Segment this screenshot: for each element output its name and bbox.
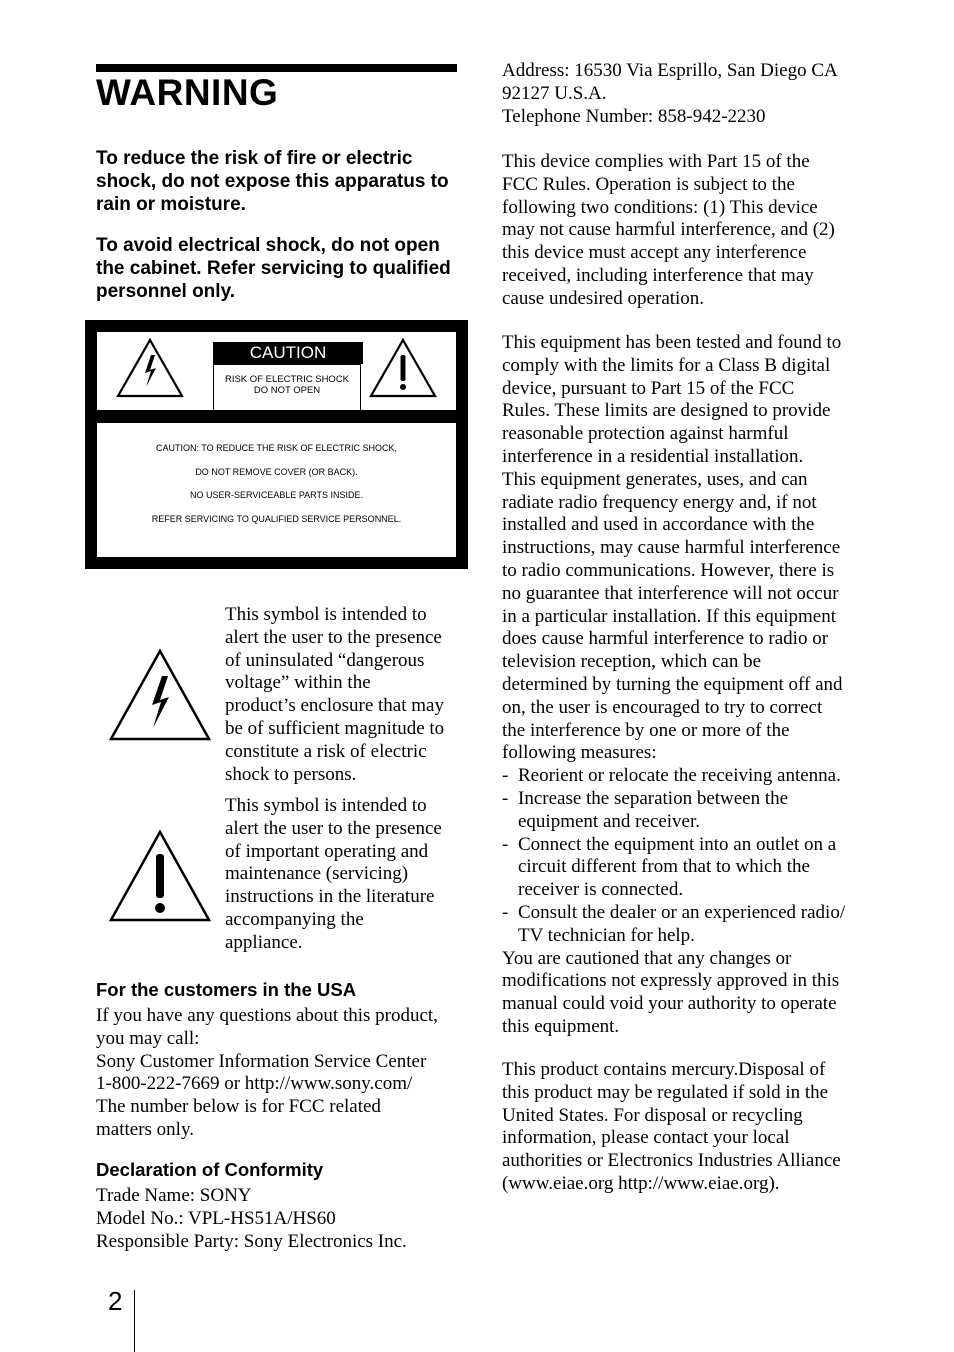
caution-heading: CAUTION [213,342,363,364]
warning-fire-moisture: To reduce the risk of fire or electric shock, do not expose this apparatus to rain or moisture. [96,148,449,215]
title-rule [96,64,457,72]
page-number: 2 [108,1286,123,1316]
caution-label-top [97,332,456,410]
caution-line: DO NOT REMOVE COVER (OR BACK). [195,466,358,477]
exclamation-warning-icon [368,337,438,404]
lightning-warning-icon [115,337,185,404]
caution-label-text [97,423,456,557]
caution-line: NO USER-SERVICEABLE PARTS INSIDE. [189,490,364,501]
exclamation-warning-icon [108,829,212,928]
fcc-compliance-paragraph: This device complies with Part 15 of the FCC Rules. Operation is subject to the following two conditions: (1) This device may not cause harmful interference, and (2) this device must accept any interference received, including interference that may cause undesired operation. [502,151,835,309]
mercury-paragraph: This product contains mercury.Disposal of this product may be regulated if sold in the United States. For disposal or recycling information, please contact your local authorities or Electronics Industries Alliance (www.eiae.org http://www.eiae.org). [502,1059,841,1194]
list-item: - Connect the equipment into an outlet on a circuit different from that to which the receiver is connected. [502,833,837,901]
lightning-symbol-description: This symbol is intended to alert the user to the presence of uninsulated “dangerous voltage” within the product’s enclosure that may be of sufficient magnitude to constitute a risk of electric shock to persons. [225,604,445,785]
usa-paragraph: If you have any questions about this product, you may call: Sony Customer Information Service Center 1-800-222-7669 or http://www.sony.com/ The number below is for FCC related matters only. [96,1005,438,1140]
list-item: - Increase the separation between the equipment and receiver. [502,787,789,832]
page-number-rule [134,1290,135,1352]
warning-electric-shock: To avoid electrical shock, do not open the cabinet. Refer servicing to qualified personnel only. [96,235,451,302]
declaration-paragraph: Trade Name: SONY Model No.: VPL-HS51A/HS60 Responsible Party: Sony Electronics Inc. [96,1185,407,1252]
caution-subtext: RISK OF ELECTRIC SHOCK DO NOT OPEN [213,364,361,412]
declaration-heading: Declaration of Conformity [96,1159,324,1180]
caution-line: CAUTION: TO REDUCE THE RISK OF ELECTRIC SHOCK, [155,443,398,453]
address-block: Address: 16530 Via Esprillo, San Diego CA 92127 U.S.A. Telephone Number: 858-942-2230 [502,60,838,127]
lightning-warning-icon [108,648,212,747]
exclamation-symbol-description: This symbol is intended to alert the user to the presence of important operating and maintenance (servicing) instructions in the literature accompanying the appliance. [225,795,442,953]
caution-line: REFER SERVICING TO QUALIFIED SERVICE PERSONNEL. [151,514,402,525]
usa-heading: For the customers in the USA [96,979,357,1000]
list-item: - Consult the dealer or an experienced radio/ TV technician for help. [502,901,846,946]
list-item: - Reorient or relocate the receiving antenna. [502,765,841,787]
caution-label [85,320,468,569]
page-title: WARNING [96,72,279,113]
class-b-paragraph: This equipment has been tested and found to comply with the limits for a Class B digital device, pursuant to Part 15 of the FCC Rules. These limits are designed to provide reasonable protection against harmful interference in a residential installation. This equipment generates, uses, and can radiate radio frequency energy and, if not installed and used in accordance with the instructions, may cause harmful interference to radio communications. However, there is no guarantee that interference will not occur in a particular installation. If this equipment does cause harmful interference to radio or television reception, which can be determined by turning the equipment off and on, the user is encouraged to try to correct the interference by one or more of the following measures: - Reorient or relocate the receiving antenna. - Increase the separation between the equipment and receiver. - Connect the equipment into an outlet on a circuit different from that to which the receiver is connected. - Consult the dealer or an experienced radio/ TV technician for help. You are cautioned that any changes or modifications not expressly approved in this manual could void your authority to operate this equipment. [502,332,870,1039]
